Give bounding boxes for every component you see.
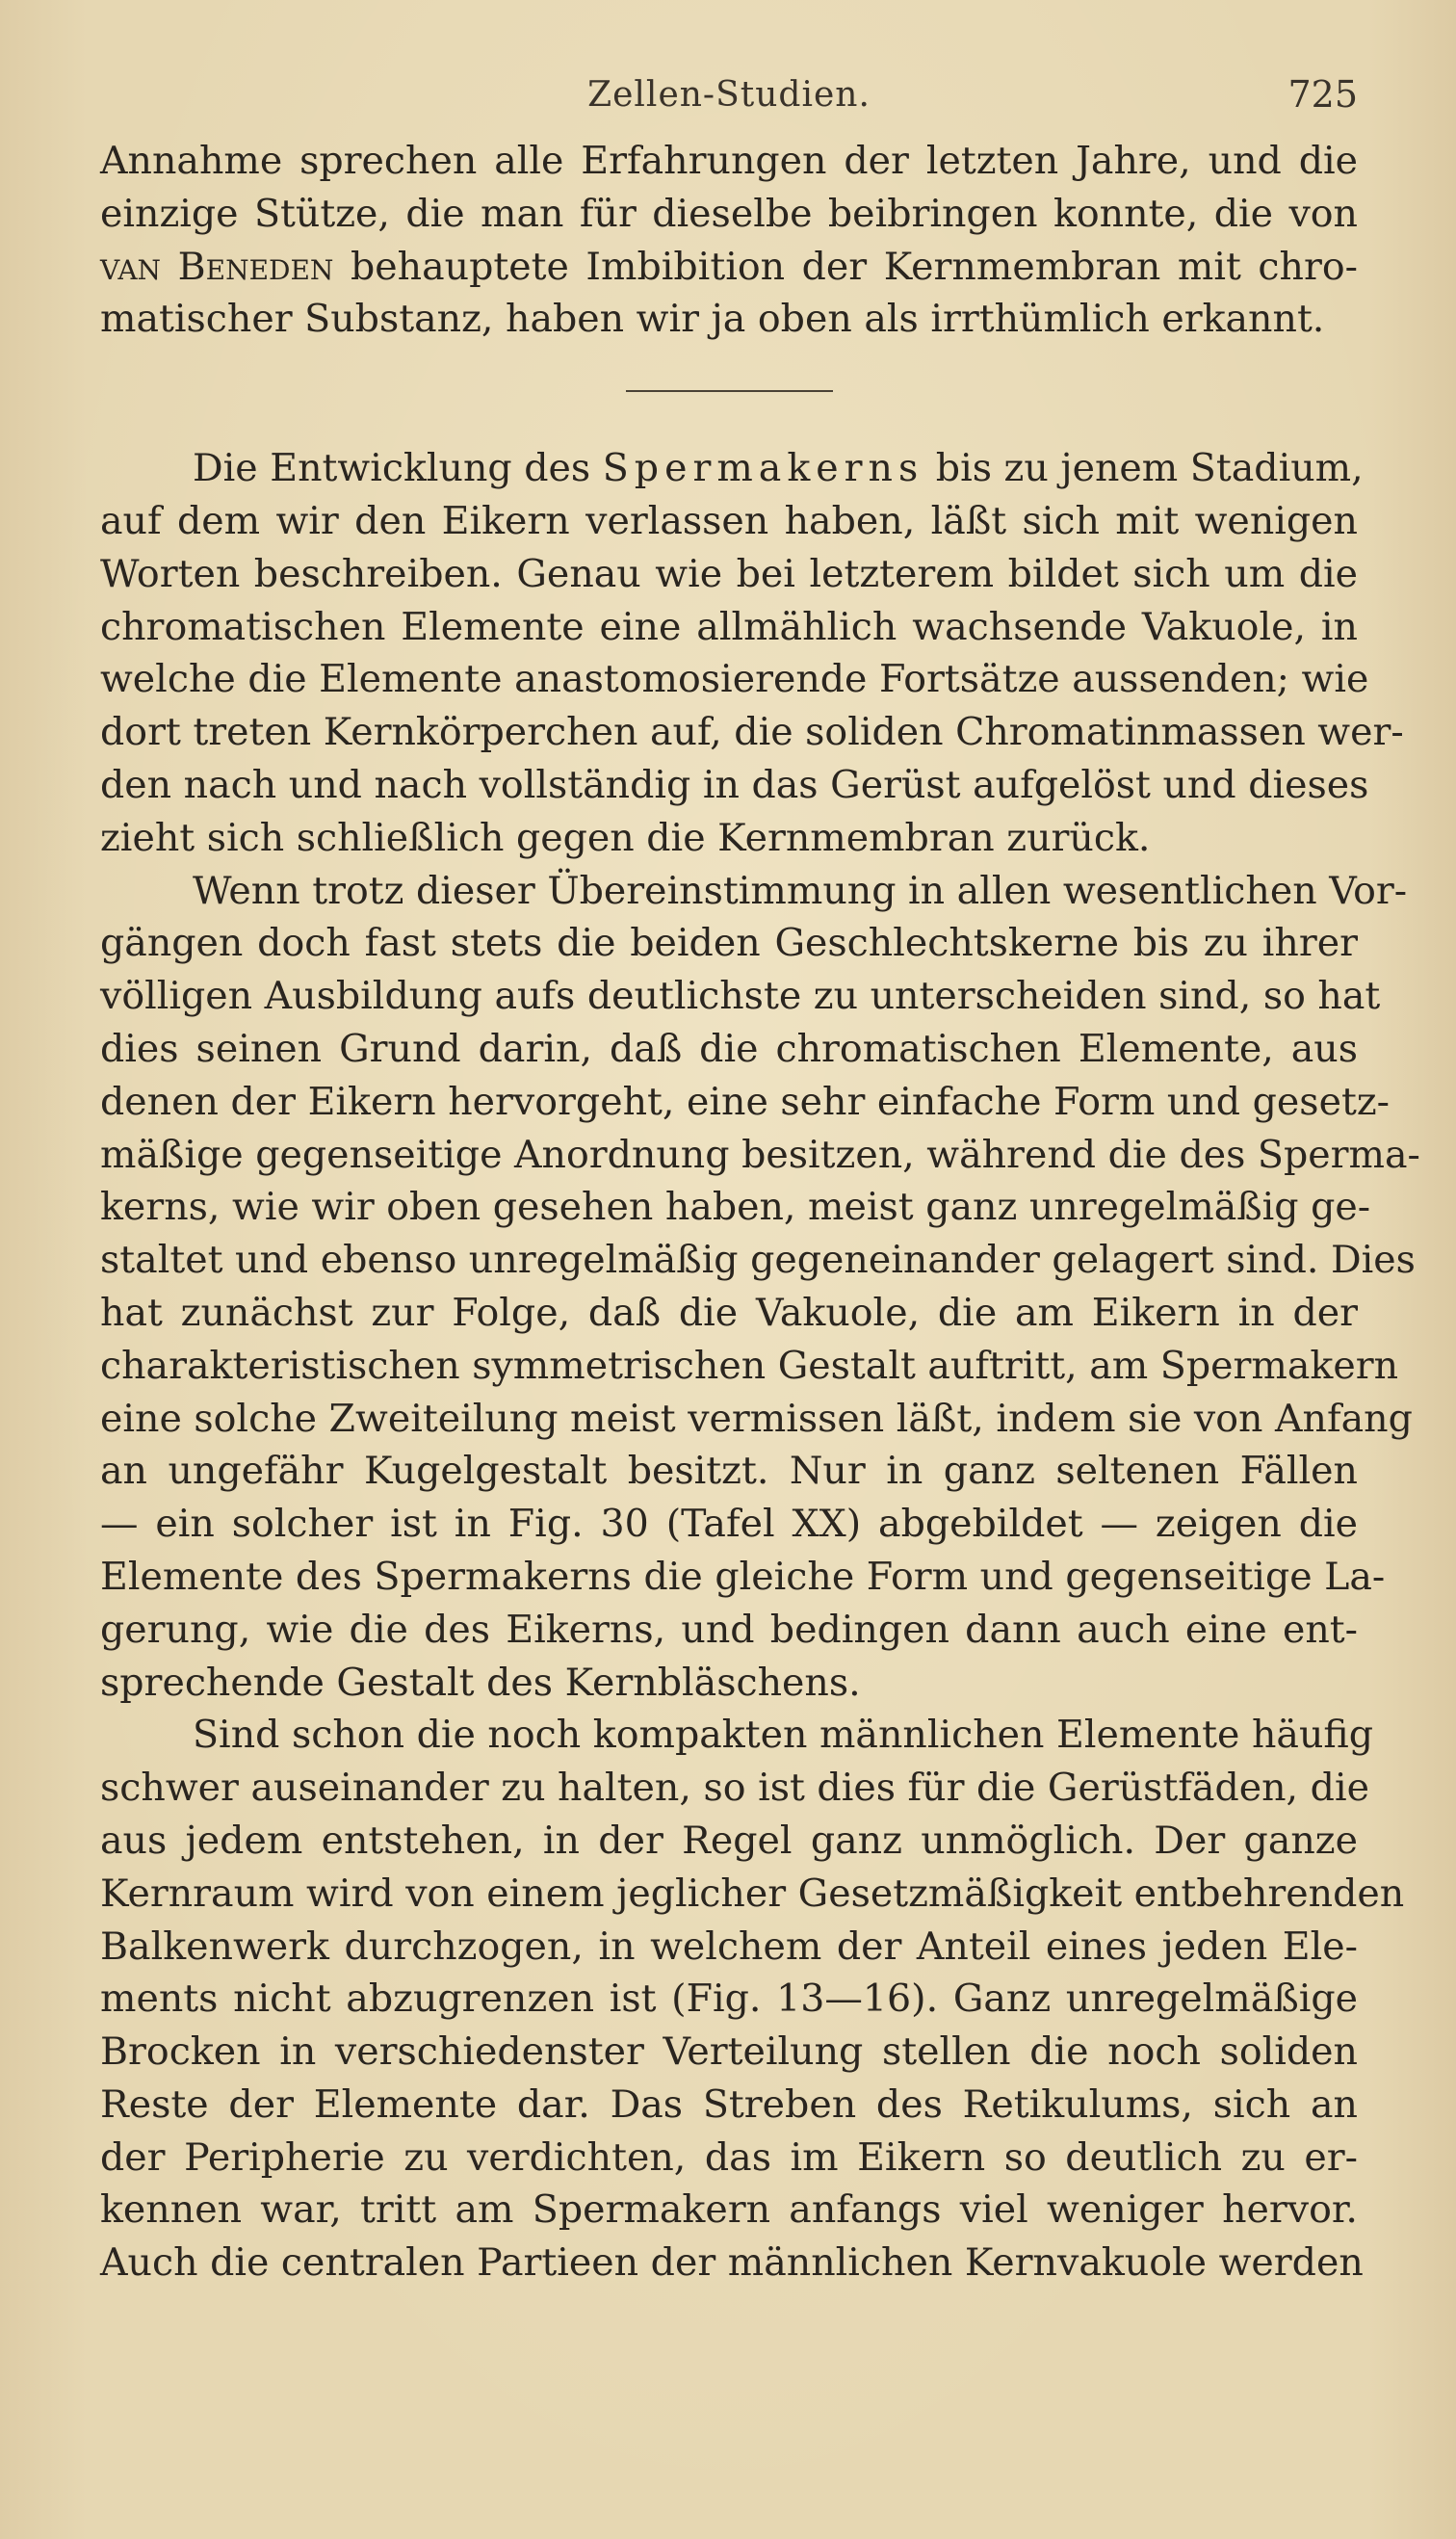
text-line: Elemente des Spermakerns die gleiche Form und gegenseitige La- [100, 1554, 1386, 1599]
text-line: staltet und ebenso unregelmäßig gegeneinander gelagert sind. Dies [100, 1238, 1416, 1283]
text-fragment: bis zu jenem Stadium, [923, 446, 1364, 491]
section-divider [626, 390, 833, 392]
text-line: Worten beschreiben. Genau wie bei letzterem bildet sich um die [100, 551, 1358, 596]
text-line: Kernraum wird von einem jeglicher Gesetzmäßigkeit entbehrenden [100, 1871, 1405, 1916]
text-line: hat zunächst zur Folge, daß die Vakuole, die am Eikern in der [100, 1290, 1358, 1335]
text-line: völligen Ausbildung aufs deutlichste zu unterscheiden sind, so hat [100, 974, 1381, 1019]
text-line: charakteristischen symmetrischen Gestalt auftritt, am Spermakern [100, 1343, 1399, 1388]
text-line: sprechende Gestalt des Kernbläschens. [100, 1660, 861, 1705]
text-line: Wenn trotz dieser Übereinstimmung in allen wesentlichen Vor- [193, 868, 1408, 913]
text-line [100, 241, 1358, 294]
emphasized-term: Spermakerns [602, 446, 924, 491]
text-line: aus jedem entstehen, in der Regel ganz unmöglich. Der ganze [100, 1818, 1358, 1863]
text-line: an ungefähr Kugelgestalt besitzt. Nur in ganz seltenen Fällen [100, 1449, 1358, 1494]
paragraph-3 [100, 865, 1420, 1710]
text-line: Sind schon die noch kompakten männlichen Elemente häufig [193, 1713, 1374, 1758]
text-line: Balkenwerk durchzogen, in welchem der Anteil eines jeden Ele- [100, 1924, 1358, 1969]
text-fragment: behauptete Imbibition der Kernmembran mit chro- [333, 244, 1358, 289]
text-line: Auch die centralen Partieen der männlichen Kernvakuole werden [100, 2240, 1364, 2286]
text-line: ments nicht abzugrenzen ist (Fig. 13—16). Ganz unregelmäßige [100, 1976, 1358, 2022]
text-line: gerung, wie die des Eikerns, und bedingen dann auch eine ent- [100, 1607, 1358, 1652]
paragraph-4 [100, 1709, 1405, 2290]
running-header [100, 58, 1358, 135]
text-line: Brocken in verschiedenster Verteilung stellen die noch soliden [100, 2029, 1358, 2075]
text-line: kennen war, tritt am Spermakern anfangs viel weniger hervor. [100, 2187, 1358, 2233]
text-line [100, 442, 1364, 495]
page-number: 725 [1287, 73, 1358, 116]
author-name: van Beneden [100, 244, 334, 289]
text-line: einzige Stütze, die man für dieselbe beibringen konnte, die von [100, 191, 1358, 236]
text-line: schwer auseinander zu halten, so ist dies für die Gerüstfäden, die [100, 1766, 1369, 1811]
text-line: dort treten Kernkörperchen auf, die soliden Chromatinmassen wer- [100, 710, 1404, 755]
text-line: den nach und nach vollständig in das Gerüst aufgelöst und dieses [100, 762, 1369, 807]
running-title: Zellen-Studien. [587, 75, 871, 115]
text-line: — ein solcher ist in Fig. 30 (Tafel XX) abgebildet — zeigen die [100, 1502, 1358, 1547]
text-line: zieht sich schließlich gegen die Kernmembran zurück. [100, 815, 1151, 860]
text-line: chromatischen Elemente eine allmählich wachsende Vakuole, in [100, 604, 1358, 649]
text-line: Annahme sprechen alle Erfahrungen der letzten Jahre, und die [100, 139, 1358, 183]
text-line: Reste der Elemente dar. Das Streben des Retikulums, sich an [100, 2081, 1358, 2127]
paragraph-1 [100, 135, 1358, 346]
text-line: auf dem wir den Eikern verlassen haben, läßt sich mit wenigen [100, 498, 1358, 543]
text-line: eine solche Zweiteilung meist vermissen läßt, indem sie von Anfang [100, 1396, 1413, 1441]
paragraph-2 [100, 442, 1404, 864]
text-line: denen der Eikern hervorgeht, eine sehr einfache Form und gesetz- [100, 1079, 1390, 1124]
text-line: matischer Substanz, haben wir ja oben als irrthümlich erkannt. [100, 297, 1325, 342]
text-line: mäßige gegenseitige Anordnung besitzen, während die des Sperma- [100, 1132, 1420, 1177]
text-line: welche die Elemente anastomosierende Fortsätze aussenden; wie [100, 657, 1369, 702]
text-fragment: Die Entwicklung des [193, 446, 603, 491]
text-line: kerns, wie wir oben gesehen haben, meist ganz unregelmäßig ge- [100, 1185, 1371, 1230]
book-page [100, 58, 1420, 2290]
text-line: gängen doch fast stets die beiden Geschlechtskerne bis zu ihrer [100, 921, 1358, 966]
text-line: dies seinen Grund darin, daß die chromatischen Elemente, aus [100, 1026, 1358, 1071]
text-line: der Peripherie zu verdichten, das im Eikern so deutlich zu er- [100, 2134, 1358, 2180]
